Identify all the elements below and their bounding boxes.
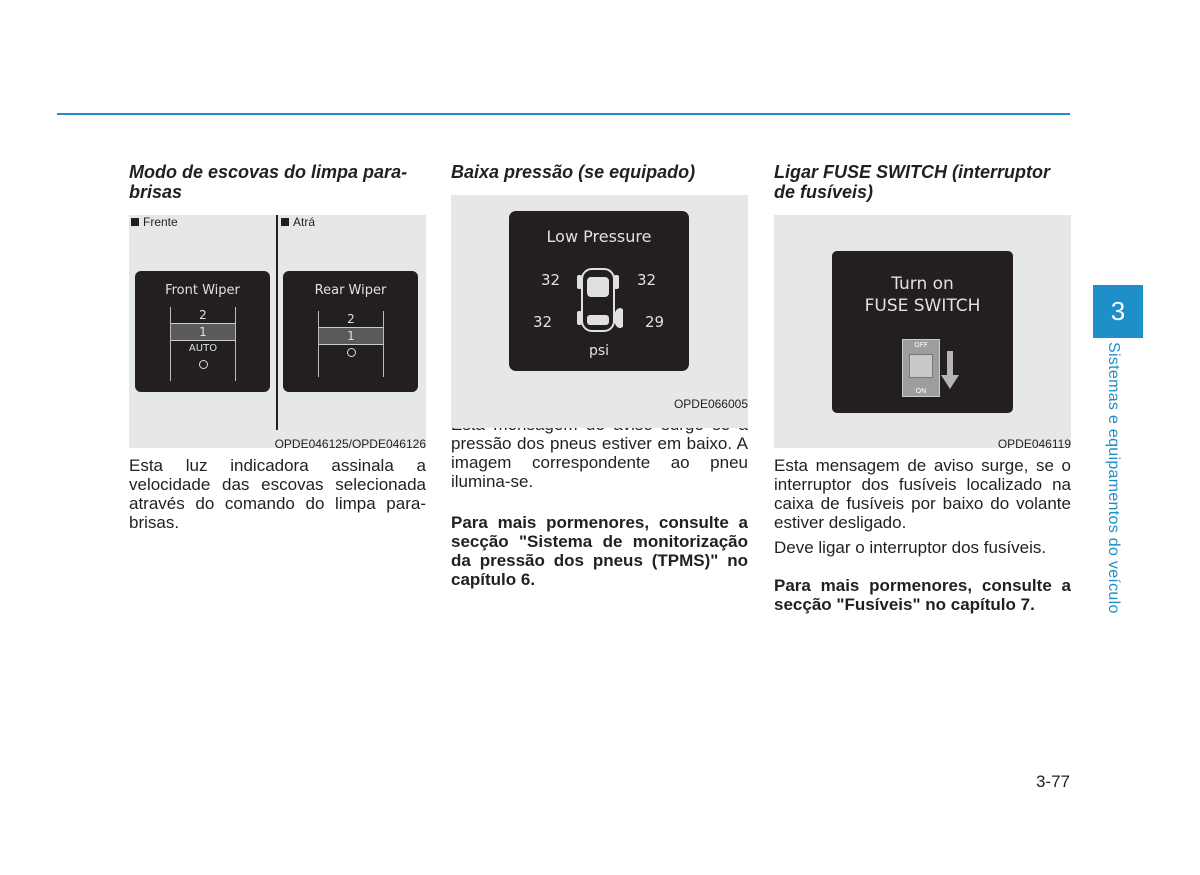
wiper-level: 2 [199, 308, 207, 322]
fuse-switch-panel [832, 251, 1013, 413]
section-heading: Baixa pressão (se equipado) [451, 162, 696, 182]
figure-code: OPDE046125/OPDE046126 [274, 437, 426, 451]
page-number: 3-77 [1035, 772, 1070, 791]
wiper-scale [170, 307, 236, 381]
wiper-level: 2 [347, 312, 355, 326]
low-pressure-panel [509, 211, 689, 371]
switch-off-label: OFF [914, 341, 928, 349]
tire-rear-left: 32 [533, 313, 553, 331]
switch-on-label: ON [915, 387, 927, 395]
chapter-title: Sistemas e equipamentos do veículo [1105, 342, 1122, 614]
reference-note: Para mais pormenores, consulte a secção "Sistema de monitorização da pressão dos pneus (TPMS)" no capítulo 6. [451, 513, 748, 589]
front-wiper-panel [135, 271, 270, 392]
section-low-pressure [451, 162, 748, 589]
tire-front-right: 32 [637, 271, 657, 289]
figure-code: OPDE046119 [997, 437, 1071, 451]
circle-icon [199, 360, 208, 369]
wiper-off-level [171, 357, 235, 373]
panel-title: Rear Wiper [314, 283, 387, 298]
wiper-scale [318, 311, 384, 377]
wiper-level: AUTO [188, 343, 218, 354]
reference-note: Para mais pormenores, consulte a secção "Fusíveis" no capítulo 7. [774, 576, 1071, 614]
section-fuse-switch [774, 162, 1071, 614]
wiper-figure [129, 215, 426, 451]
body-paragraph-2: Deve ligar o interruptor dos fusíveis. [774, 538, 1047, 557]
panel-title: Front Wiper [165, 283, 240, 298]
section-heading: Modo de escovas do limpa para-brisas [129, 162, 408, 202]
low-pressure-figure [451, 195, 748, 428]
figure-code: OPDE066005 [673, 397, 748, 411]
square-bullet-icon [281, 218, 289, 226]
car-top-view-icon [573, 263, 623, 337]
pressure-unit: psi [588, 343, 610, 359]
square-bullet-icon [131, 218, 139, 226]
tire-front-left: 32 [541, 271, 561, 289]
header-rule [57, 113, 1070, 115]
circle-icon [347, 348, 356, 357]
wiper-off-level [319, 345, 383, 361]
figure-divider [276, 215, 278, 430]
fuse-switch-figure [774, 215, 1071, 451]
body-paragraph: Esta luz indicadora assinala a velocidade das escovas selecionada através do comando do limpa para-brisas. [129, 456, 426, 532]
legend-front: Frente [131, 215, 178, 229]
fuse-switch-icon [902, 339, 940, 397]
rear-wiper-panel [283, 271, 418, 392]
body-paragraph: pressão dos pneus estiver em baixo. A imagem correspondente ao pneu ilumina-se. [451, 434, 748, 491]
wiper-level-selected: 1 [171, 323, 235, 341]
wiper-level-selected: 1 [319, 327, 383, 345]
body-paragraph: Esta mensagem de aviso surge, se o interruptor dos fusíveis localizado na caixa de fusíveis por baixo do volante estiver desligado. [774, 456, 1071, 532]
switch-knob [909, 354, 933, 378]
arrow-down-icon [940, 351, 960, 391]
tire-rear-right: 29 [645, 313, 665, 331]
chapter-tab: 3 [1093, 285, 1143, 338]
panel-title: Low Pressure [546, 227, 652, 246]
section-wiper-mode [129, 162, 426, 532]
legend-rear: Atrá [281, 215, 315, 229]
section-heading: Ligar FUSE SWITCH (interruptor de fusíveis) [774, 162, 1050, 202]
panel-title: Turn on FUSE SWITCH [864, 274, 981, 316]
